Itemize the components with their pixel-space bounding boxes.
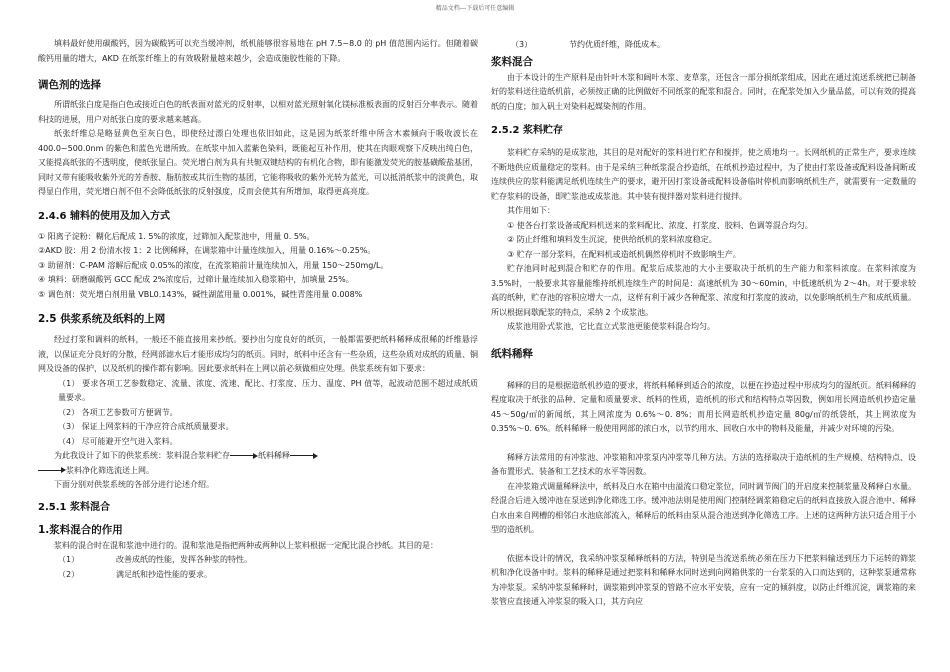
aux-item-4: ④ 填料：研磨碳酸钙 GCC 配成 2%浓度后，过筛计量连续加入稳浆箱中，加填量 25%。 (38, 275, 354, 284)
purpose-item-2 (38, 568, 478, 583)
purpose-number: （3） (511, 40, 533, 49)
arrow-icon (230, 453, 258, 459)
paragraph-chest-size: 贮存池同时起到混合和贮存的作用。配浆后成浆池的大小主要取决于纸机的生产能力和浆料浓度。在浆料浓度为 3.5%时，一般要求其容量能维持纸机连续生产的时间是：高速纸机为 30～60min，中低速纸机为 2～4h。对于要求较高的纸种，贮存池的容积应增大一点，这样有利于减少各种配浆、浓度和打浆度的波动，以免影响纸机生产和成纸质量。所以根据间歇配浆的特点，采纳 2 个成浆池。 (491, 264, 916, 317)
aux-item-1: ① 阳离子淀粉：糊化后配成 1. 5%的浓度，过筛加入配浆池中，用量 0. 5%。 (38, 231, 315, 241)
purpose-text: 节约优质纤维，降低成本。 (569, 40, 665, 49)
paragraph-storage: 浆料贮存采纳的是成浆池，其目的是对配好的浆料进行贮存和搅拌，使之质地均一。长网纸机的正常生产，要求连续不断地供应质量稳定的浆料。由于是采纳三种纸浆混合抄造纸，在纸机抄造过程中，为了使由打浆设备或配料设备间断或连续供应的浆料能满足纸机连续生产的要求，避开因打浆设备或配料设备临时停机而影响纸机生产，就需要有一定数量的贮存浆料的设备，即贮浆池或成浆池。其中装有搅拌器对浆料进行搅拌。 (491, 148, 916, 201)
flow-line-2 (38, 464, 478, 479)
flow-intro: 为此我设计了如下的供浆系统： (54, 451, 166, 460)
purpose-item-1 (38, 553, 478, 568)
aux-item-2: ②AKD 胶：用 2 份清水按 1：2 比例稀释，在调浆箱中计量连续加入，用量 0.16%～0.25%。 (38, 246, 376, 255)
req-item-1: （1） 要求各项工艺参数稳定、流量、浓度、流速、配比、打浆度、压力、温度、PH 值等，起波动范围不超过成纸质量要求。 (58, 378, 478, 402)
paragraph-filler: 填料最好使用碳酸钙，因为碳酸钙可以充当缓冲剂，纸机能够很容易地在 pH 7.5~8.0 的 pH 值范围内运行。但随着碳酸钙用量的增大，AKD 在纸浆纤维上的有效吸附量越来越少，会造成施胶性能的下降。 (38, 39, 478, 63)
flow-step-screen: 浆料净化筛选流送上网。 (66, 465, 154, 475)
function-label: 其作用如下： (507, 206, 555, 215)
paragraph-dilution-methods: 稀释方法常用的有冲浆池、冲浆箱和冲浆泵内冲浆等几种方法。方法的选择取决于造纸机的生产规模、结构特点、设备布置形式、装备和工艺技术的水平等因数。 (491, 452, 916, 476)
arrow-icon (290, 453, 318, 459)
purpose-item-3 (491, 38, 916, 53)
flow-line (38, 449, 478, 464)
purpose-number: （1） (58, 555, 80, 564)
flow-step-mix-store: 浆料混合浆料贮存 (166, 451, 230, 460)
req-item-3: （3） 保证上网浆料的干净应符合成纸质量要求。 (58, 422, 234, 431)
paragraph-whiteness: 所谓纸张白度是指白色或接近白色的纸表面对蓝光的反射率，以相对蓝光照射氧化镁标准板表面的反射百分率表示。随着科技的进展，用户对纸张白度的要求越来越高。 (38, 100, 478, 124)
aux-item-3: ③ 助留剂：C-PAM 溶解后配成 0.05%的浓度，在流浆箱前计量连续加入，用量 150～250mg/L。 (38, 260, 389, 270)
heading-dilution: 纸料稀释 (491, 347, 533, 360)
paragraph-supply: 经过打浆和调料的纸料，一般还不能直接用来抄纸。要抄出匀度良好的纸页，一般都需要把纸料稀释成很稀的纤维悬浮液，以保证充分良好的分散，经网部滤水后才能形成均匀的纸页。同时，纸料中还含有一些杂质，这些杂质对成纸的质量、铜网及设备的保护，以及纸机的操作都有影响。因此要求纸料在上网以前必须做相应处理。供浆系统有如下要求： (38, 335, 478, 373)
paragraph-mixing: 由于本设计的生产原料是由针叶木浆和阔叶木浆、麦草浆，还包含一部分损纸浆组成，因此在通过流送系统把已制备好的浆料送往造纸机前，必须按正确的比例做好不同纸浆的配浆和混合。同时，在配浆处加入少量品蓝，可以有效的提高纸的白度；加入矾土对染料起媒染剂的作用。 (491, 72, 916, 111)
purpose-text: 满足纸和抄造性能的要求。 (116, 569, 212, 579)
purpose-number: （2） (58, 569, 80, 579)
heading-2-5-2: 2.5.2 浆料贮存 (491, 125, 563, 136)
arrow-icon (38, 467, 66, 473)
aux-item-5: ⑤ 调色剂：荧光增白剂用量 VBL0.143%，碱性湖蓝用量 0.001%，碱性青莲用量 0.008% (38, 289, 363, 299)
paragraph-mix: 浆料的混合时在混和浆池中进行的。混和浆池是指把两种或两种以上浆料根据一定配比混合抄纸。其目的是： (54, 540, 438, 550)
heading-toner-selection: 调色剂的选择 (38, 79, 101, 91)
paragraph-intro-next: 下面分别对供浆系统的各部分进行论述介绍。 (54, 480, 214, 489)
function-item-1: ① 使各台打浆设备或配料机送来的浆料配比、浓度、打浆度、胶料、色调等混合均匀。 (507, 220, 813, 230)
heading-mix-role: 1.浆料混合的作用 (38, 523, 123, 536)
flow-step-dilute: 纸料稀释 (258, 451, 290, 460)
heading-stock-mixing: 浆料混合 (491, 55, 533, 68)
paragraph-fan-pump: 依据本设计的情况，我采纳冲浆泵稀释纸料的方法，特别是当流送系统必须在压力下把浆料输送到压力下运转的筛浆机和净化设备中时。浆料的稀释是通过把浆料和稀释水同时送到向网箱供浆的一台浆泵的入口而达到的，这种浆泵通常称为冲浆泵。采纳冲浆泵稀释时，调浆箱到冲浆泵的管路不应水平安装，应有一定的倾斜度，以防止纤维沉淀，调浆箱的来浆管应直接通入冲浆泵的吸入口，其方向应 (491, 553, 916, 606)
function-item-3: ③ 贮存一部分浆料，在配料机或造纸机偶然停机时不致影响生产。 (507, 249, 741, 259)
left-column (38, 37, 478, 582)
heading-2-4-6: 2.4.6 辅料的使用及加入方式 (38, 210, 170, 222)
heading-2-5-1: 2.5.1 浆料混合 (38, 501, 110, 513)
purpose-text: 改善成纸的性能，发挥各种浆的特性。 (116, 555, 252, 564)
req-item-2: （2） 各项工艺参数可方便调节。 (58, 407, 178, 417)
right-column (491, 38, 916, 610)
paragraph-mixing-box: 在冲浆箱式调量稀释法中，纸料及白水在箱中由溢流口稳定浆位，同时调节阀门的开启度来控制浆量及稀释白水量。经混合后进入缓冲池在泵送到净化筛选工序。缓冲池法则是使用阀门控制经调浆箱稳定后的纸料直接放入混合池中、稀释白水由来自网槽的相邻白水池底部流入，稀释后的纸料由泵从混合池送到净化筛选工序。上述的这两种方法只适合用于小型的造纸机。 (491, 481, 916, 534)
paragraph-fluorescent: 纸张纤维总是略显黄色至灰白色，即使经过漂白处理也依旧如此，这是因为纸浆纤维中所含木素倾向于吸收波长在 400.0~500.0nm 的紫色和蓝色光谱所致。在纸浆中加入蓝紫色染料，既能起互补作用，使其在肉眼观察下反映出纯白色，又能提高纸张的不透明度，使纸张显白。荧光增白剂为具有共轭双键结构的有机化合物，即有能激发荧光的胺基磺酸盐基团，同时又带有能吸收紫外光的芳香胺、脂肪胺或其衍生物的基团，它能将吸收的紫外光转为蓝光，可以抵消纸浆中的淡黄色，取得显白作用，荧光增白剂不但不会降低纸张的反射强度，反而会使其有所增加，取得更高亮度。 (38, 129, 478, 196)
req-item-4: （4） 尽可能避开空气进入浆料。 (58, 436, 178, 446)
heading-2-5: 2.5 供浆系统及纸料的上网 (38, 313, 166, 325)
function-item-2: ② 防止纤维和填料发生沉淀，使供给纸机的浆料浓度稳定。 (507, 235, 717, 244)
paragraph-dilution-purpose: 稀释的目的是根据造纸机抄造的要求，将纸料稀释到适合的浓度，以便在抄造过程中形成均匀的湿纸页。纸料稀释的程度取决于纸张的品种、定量和质量要求、纸料的性质，造纸机的形式和结构特点等因数，例如用长网造纸机抄造定量 45～50g/㎡的新闻纸，其上网浓度为 0.6%～0. 8%；而用长网造纸机抄造定量 80g/㎡的纸袋纸，其上网浓度为 0.35%～0. 6%。纸料稀释一般使用网部的浓白水，以节约用水、回收白水中的物料及能量，并减少对环境的污染。 (491, 380, 916, 433)
page-header: 精品文档---下载后可任意编辑 (435, 5, 515, 12)
paragraph-horizontal-chest: 成浆池用卧式浆池，它比直立式浆池更能使浆料混合均匀。 (507, 322, 715, 331)
